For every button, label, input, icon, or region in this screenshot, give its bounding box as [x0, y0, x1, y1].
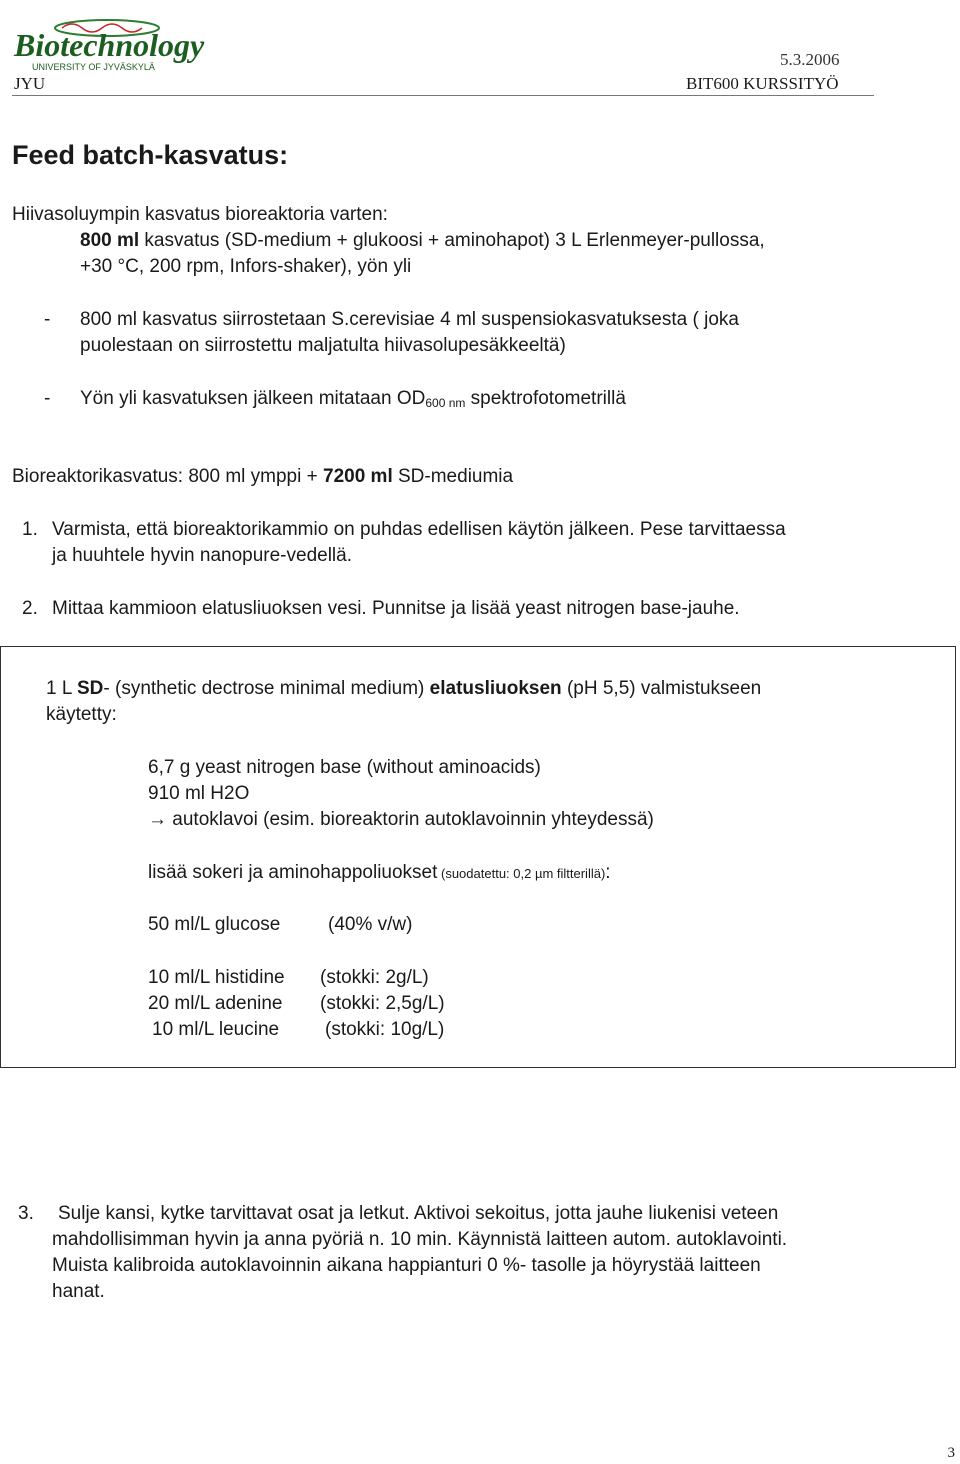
aa-histidine-amount: 10 ml/L histidine [148, 967, 285, 988]
add-line [148, 860, 611, 887]
logo-graphic [12, 14, 212, 72]
recipe-sd: SD [77, 678, 104, 699]
header-date: 5.3.2006 [780, 50, 840, 69]
recipe-heading-mid: - (synthetic dectrose minimal medium) [103, 678, 430, 699]
step-1-line-1: Varmista, että bioreaktorikammio on puhdas edellisen käytön jälkeen. Pese tarvittaessa [52, 519, 786, 540]
aa-adenine-stock: (stokki: 2,5g/L) [320, 993, 445, 1014]
bioreactor-post: SD-mediumia [392, 466, 514, 487]
recipe-heading-line-2: käytetty: [46, 704, 117, 725]
recipe-box [0, 646, 956, 1068]
aa-histidine-stock: (stokki: 2g/L) [320, 967, 429, 988]
header-left: JYU [14, 74, 46, 93]
recipe-heading-post: (pH 5,5) valmistukseen [561, 678, 762, 699]
add-small: (suodatettu: 0,2 µm filtterillä) [437, 866, 606, 881]
bullet-2-post: spektrofotometrillä [465, 388, 626, 409]
intro-volume: 800 ml [80, 230, 140, 251]
bioreactor-line [12, 464, 513, 490]
glucose-concentration: (40% v/w) [328, 914, 413, 935]
page-number: 3 [947, 1445, 955, 1461]
university-logo [12, 14, 212, 72]
recipe-bold-term: elatusliuoksen [429, 678, 562, 699]
step-2-line-1: Mittaa kammioon elatusliuoksen vesi. Punnitse ja lisää yeast nitrogen base-jauhe. [52, 598, 740, 619]
bullet-dash-2: - [44, 388, 51, 409]
step-3-line-4: hanat. [52, 1281, 105, 1302]
intro-line-3: +30 °C, 200 rpm, Infors-shaker), yön yli [80, 256, 412, 277]
arrow-icon: → [148, 809, 167, 830]
bullet-1-line-2: puolestaan on siirrostettu maljatulta hiivasolupesäkkeeltä) [80, 335, 566, 356]
aa-leucine-stock: (stokki: 10g/L) [325, 1019, 445, 1040]
bullet-2-pre: Yön yli kasvatuksen jälkeen mitataan OD [80, 388, 426, 409]
recipe-heading-pre: 1 L [46, 678, 77, 699]
od-subscript: 600 nm [425, 396, 466, 410]
step-2-number: 2. [22, 598, 38, 619]
recipe-heading [46, 676, 761, 702]
bullet-dash-1: - [44, 309, 51, 330]
step-3-line-1: Sulje kansi, kytke tarvittavat osat ja letkut. Aktivoi sekoitus, jotta jauhe liukenisi veteen [58, 1203, 779, 1224]
step-3-line-3: Muista kalibroida autoklavoinnin aikana happianturi 0 %- tasolle ja höyrystää laitteen [52, 1255, 761, 1276]
ingredient-3 [148, 807, 654, 833]
bioreactor-volume: 7200 ml [323, 466, 393, 487]
bullet-2 [80, 386, 626, 416]
page-title: Feed batch-kasvatus: [12, 140, 289, 170]
glucose-amount: 50 ml/L glucose [148, 914, 281, 935]
step-1-line-2: ja huuhtele hyvin nanopure-vedellä. [52, 545, 352, 566]
bioreactor-pre: Bioreaktorikasvatus: 800 ml ymppi + [12, 466, 323, 487]
intro-line-1: Hiivasoluympin kasvatus bioreaktoria varten: [12, 204, 388, 225]
header-rule [12, 95, 874, 96]
ingredient-1: 6,7 g yeast nitrogen base (without aminoacids) [148, 757, 541, 778]
header-course: BIT600 KURSSITYÖ [686, 74, 839, 93]
ingredient-2: 910 ml H2O [148, 783, 250, 804]
add-main: lisää sokeri ja aminohappoliuokset [148, 862, 438, 883]
step-1-number: 1. [22, 519, 38, 540]
step-3-line-2: mahdollisimman hyvin ja anna pyöriä n. 10 min. Käynnistä laitteen autom. autoklavointi. [52, 1229, 788, 1250]
logo-subtext: UNIVERSITY OF JYVÄSKYLÄ [32, 62, 155, 72]
aa-adenine-amount: 20 ml/L adenine [148, 993, 283, 1014]
intro-line-2-text: kasvatus (SD-medium + glukoosi + aminohapot) 3 L Erlenmeyer-pullossa, [139, 230, 765, 251]
aa-leucine-amount: 10 ml/L leucine [152, 1019, 280, 1040]
logo-text: Biotechnology [14, 27, 205, 63]
add-colon: : [605, 862, 611, 883]
bullet-1-line-1: 800 ml kasvatus siirrostetaan S.cerevisiae 4 ml suspensiokasvatuksesta ( joka [80, 309, 739, 330]
step-3-number: 3. [18, 1203, 34, 1224]
intro-line-2 [80, 228, 765, 254]
ingredient-3-text: autoklavoi (esim. bioreaktorin autoklavoinnin yhteydessä) [167, 809, 654, 830]
